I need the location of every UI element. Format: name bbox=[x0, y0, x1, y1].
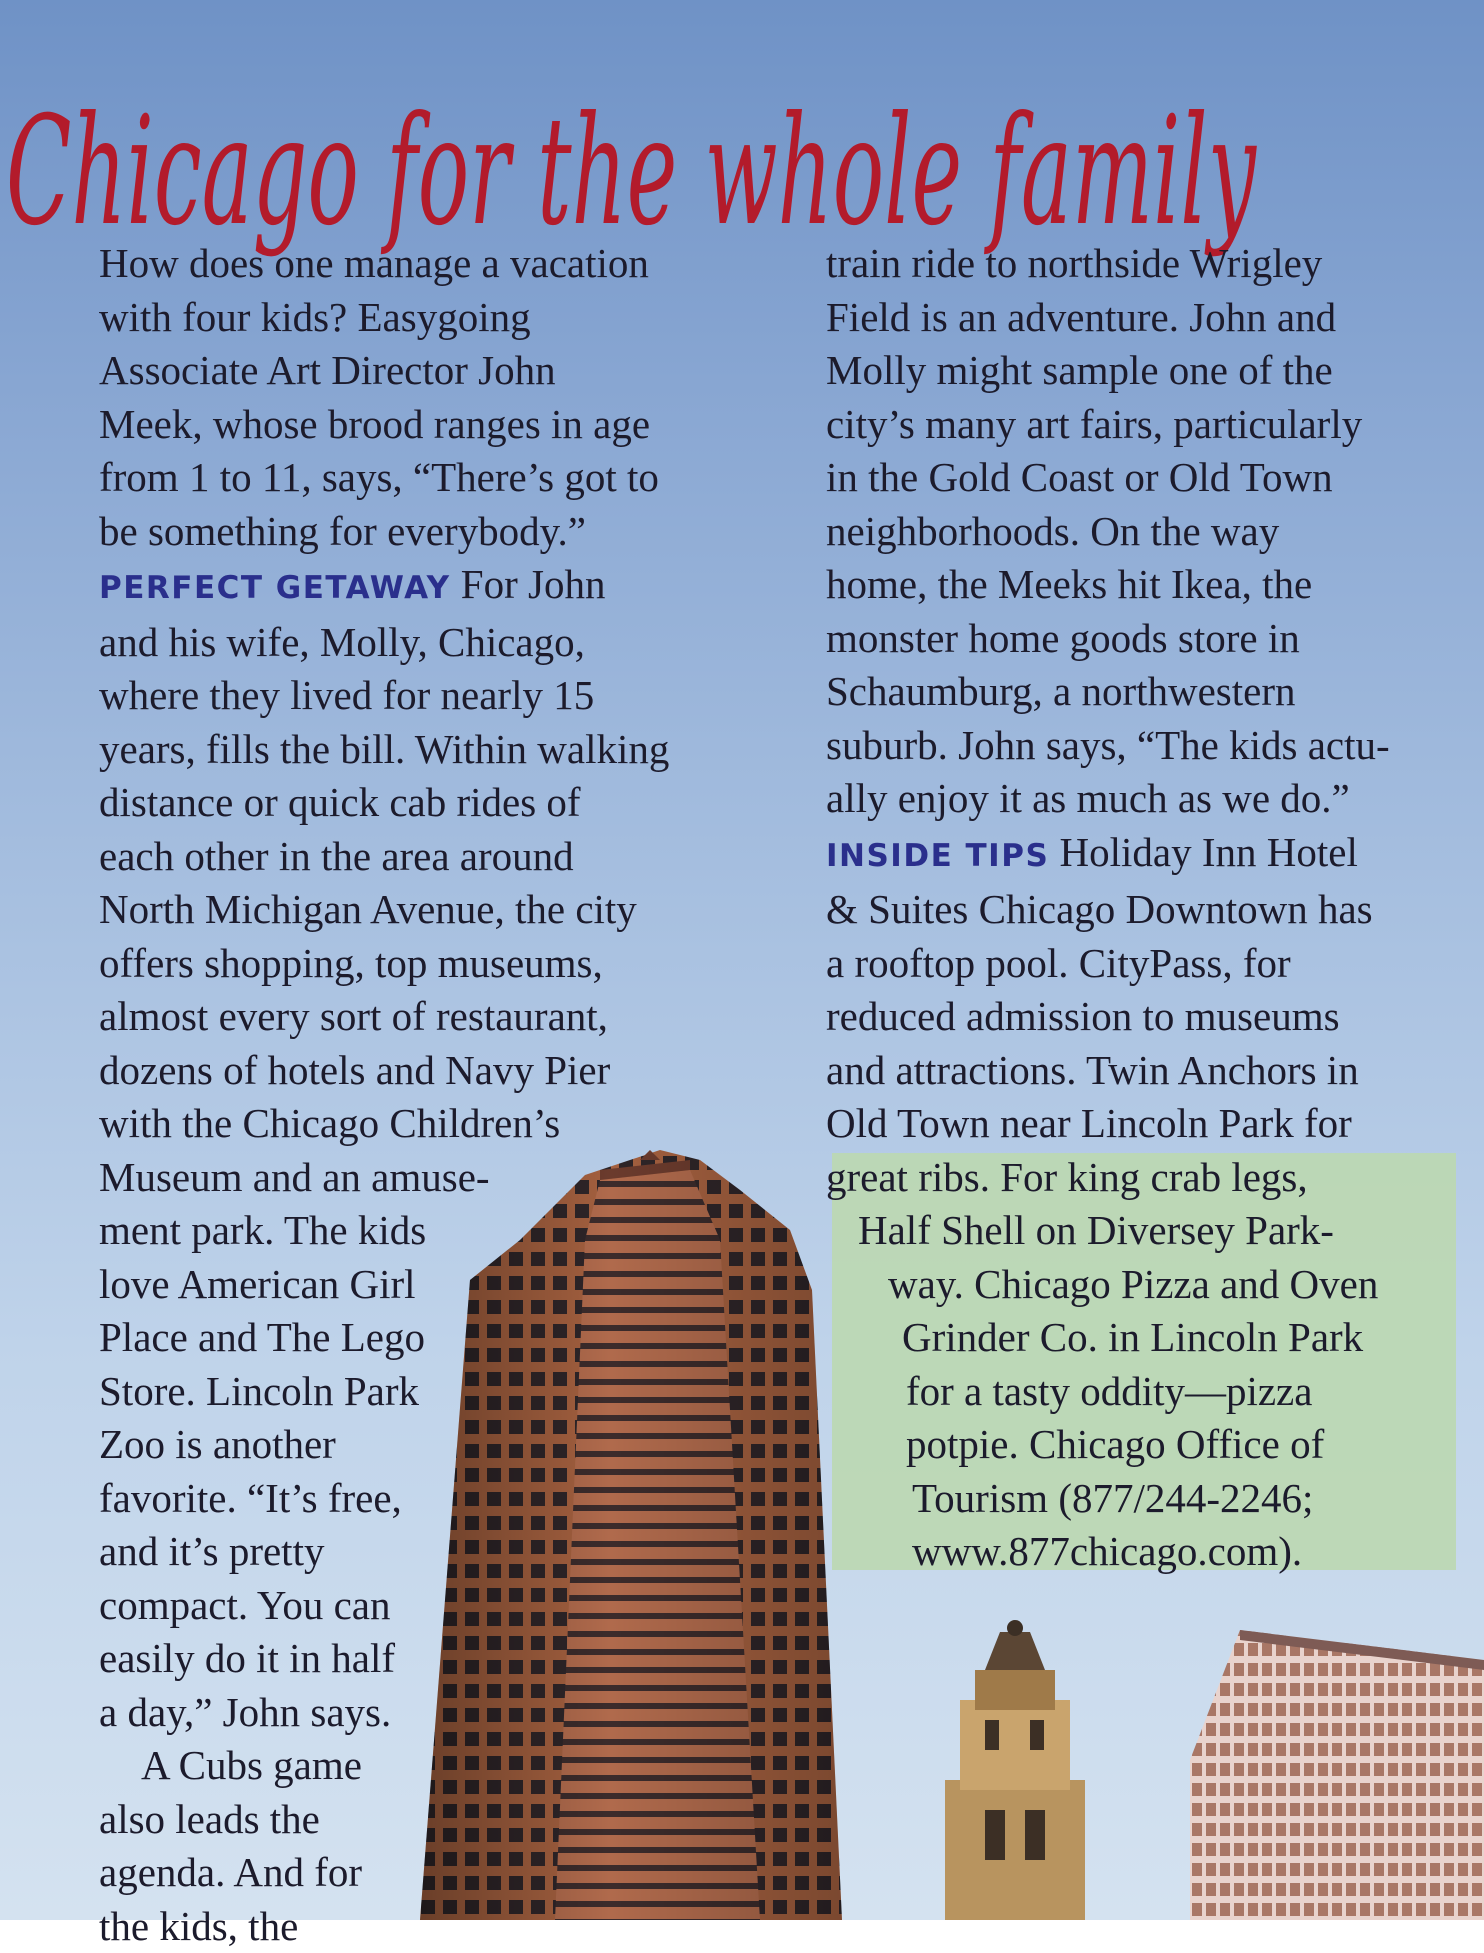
highlight-line: way. Chicago Pizza and Oven bbox=[826, 1258, 1466, 1312]
body-line: love American Girl bbox=[99, 1258, 759, 1312]
body-line: compact. You can bbox=[99, 1579, 759, 1633]
body-line: years, fills the bill. Within walking bbox=[99, 723, 759, 777]
body-line: North Michigan Avenue, the city bbox=[99, 883, 759, 937]
body-line: and his wife, Molly, Chicago, bbox=[99, 616, 759, 670]
body-line: great ribs. For king crab legs, bbox=[826, 1151, 1466, 1205]
body-line: Molly might sample one of the bbox=[826, 344, 1466, 398]
body-line: A Cubs game bbox=[99, 1739, 759, 1793]
body-line: where they lived for nearly 15 bbox=[99, 669, 759, 723]
kicker-line bbox=[826, 826, 1466, 884]
body-line: and it’s pretty bbox=[99, 1525, 759, 1579]
body-line: and attractions. Twin Anchors in bbox=[826, 1044, 1466, 1098]
right-column bbox=[826, 237, 1466, 1579]
body-line: with four kids? Easygoing bbox=[99, 291, 759, 345]
body-line: distance or quick cab rides of bbox=[99, 776, 759, 830]
body-line: from 1 to 11, says, “There’s got to bbox=[99, 451, 759, 505]
body-line: a rooftop pool. CityPass, for bbox=[826, 937, 1466, 991]
body-line: in the Gold Coast or Old Town bbox=[826, 451, 1466, 505]
highlight-line: potpie. Chicago Office of bbox=[826, 1418, 1466, 1472]
body-line: Meek, whose brood ranges in age bbox=[99, 398, 759, 452]
kicker-line bbox=[99, 558, 759, 616]
body-line: favorite. “It’s free, bbox=[99, 1472, 759, 1526]
left-column bbox=[99, 237, 759, 1953]
headline-title bbox=[6, 18, 1306, 268]
body-line: with the Chicago Children’s bbox=[99, 1097, 759, 1151]
body-line: Old Town near Lincoln Park for bbox=[826, 1097, 1466, 1151]
kicker-inside-tips: INSIDE TIPS bbox=[826, 838, 1049, 874]
body-line: suburb. John says, “The kids actu- bbox=[826, 719, 1466, 773]
body-line: Field is an adventure. John and bbox=[826, 291, 1466, 345]
highlight-line: Half Shell on Diversey Park- bbox=[826, 1204, 1466, 1258]
body-line: dozens of hotels and Navy Pier bbox=[99, 1044, 759, 1098]
body-line: ally enjoy it as much as we do.” bbox=[826, 772, 1466, 826]
body-line: reduced admission to museums bbox=[826, 990, 1466, 1044]
body-line: monster home goods store in bbox=[826, 612, 1466, 666]
title-text: Chicago for the whole family bbox=[6, 85, 1257, 259]
body-line: be something for everybody.” bbox=[99, 505, 759, 559]
body-line: Associate Art Director John bbox=[99, 344, 759, 398]
body-line: How does one manage a vacation bbox=[99, 237, 759, 291]
water-tower bbox=[945, 1620, 1085, 1920]
body-line: Schaumburg, a northwestern bbox=[826, 665, 1466, 719]
body-line: a day,” John says. bbox=[99, 1686, 759, 1740]
body-line: neighborhoods. On the way bbox=[826, 505, 1466, 559]
body-line: train ride to northside Wrigley bbox=[826, 237, 1466, 291]
body-line: Zoo is another bbox=[99, 1418, 759, 1472]
kicker-perfect-getaway: PERFECT GETAWAY bbox=[99, 570, 451, 606]
body-line: offers shopping, top museums, bbox=[99, 937, 759, 991]
body-line: home, the Meeks hit Ikea, the bbox=[826, 558, 1466, 612]
body-line: the kids, the bbox=[99, 1900, 759, 1953]
body-line: agenda. And for bbox=[99, 1846, 759, 1900]
highlight-line: for a tasty oddity—pizza bbox=[826, 1365, 1466, 1419]
body-line: & Suites Chicago Downtown has bbox=[826, 883, 1466, 937]
body-line: easily do it in half bbox=[99, 1632, 759, 1686]
kicker-tail: For John bbox=[451, 561, 606, 607]
body-line: each other in the area around bbox=[99, 830, 759, 884]
body-line: almost every sort of restaurant, bbox=[99, 990, 759, 1044]
body-line: Museum and an amuse- bbox=[99, 1151, 759, 1205]
body-line: ment park. The kids bbox=[99, 1204, 759, 1258]
body-line: Store. Lincoln Park bbox=[99, 1365, 759, 1419]
body-line: city’s many art fairs, particularly bbox=[826, 398, 1466, 452]
highlight-line: Tourism (877/244-2246; bbox=[826, 1472, 1466, 1526]
body-line: also leads the bbox=[99, 1793, 759, 1847]
highlight-line: Grinder Co. in Lincoln Park bbox=[826, 1311, 1466, 1365]
office-building bbox=[1190, 1630, 1484, 1920]
body-line: Place and The Lego bbox=[99, 1311, 759, 1365]
kicker-tail: Holiday Inn Hotel bbox=[1049, 829, 1358, 875]
highlight-line: www.877chicago.com). bbox=[826, 1525, 1466, 1579]
